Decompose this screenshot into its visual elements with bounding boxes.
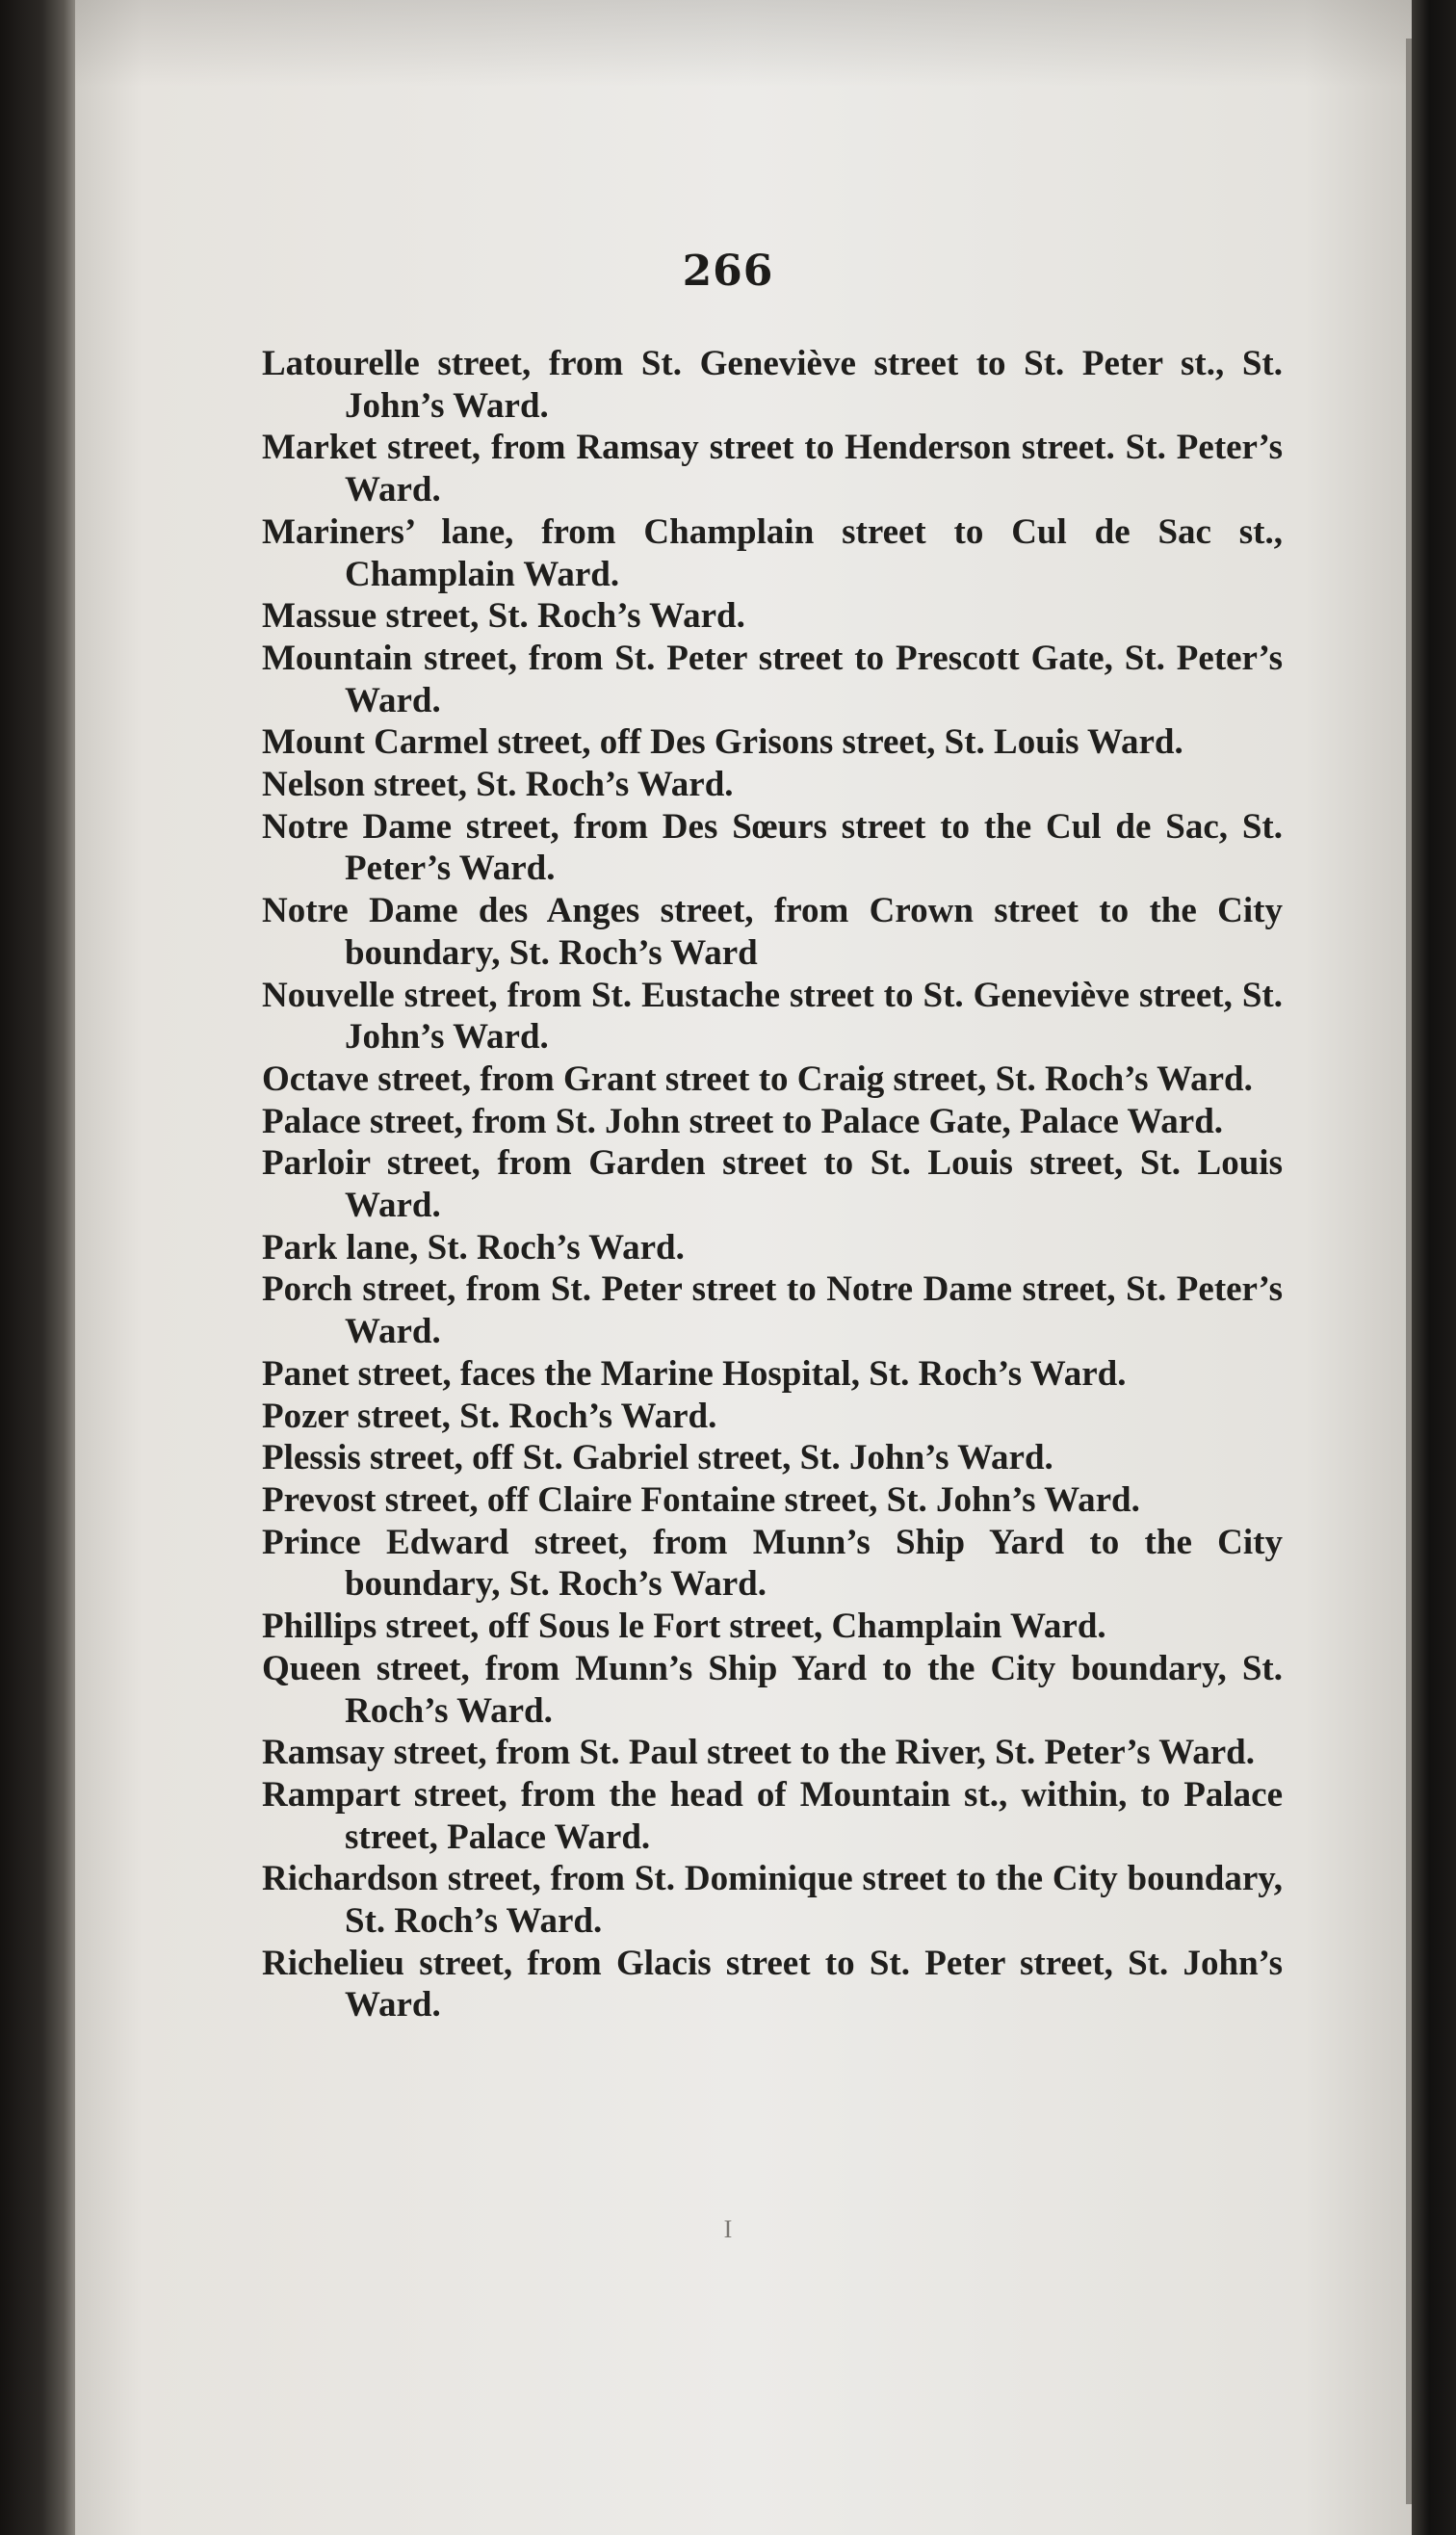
page-shadow	[75, 0, 1412, 87]
directory-entry: Massue street, St. Roch’s Ward.	[262, 596, 745, 637]
directory-entry: Mountain street, from St. Peter street to Prescott Gate, St. Peter’s Ward.	[262, 638, 1283, 720]
directory-entry: Parloir street, from Garden street to St. Louis street, St. Louis Ward.	[262, 1143, 1283, 1226]
directory-entry: Latourelle street, from St. Geneviève street to St. Peter st., St. John’s Ward.	[262, 344, 1283, 426]
directory-entry: Mount Carmel street, off Des Grisons street, St. Louis Ward.	[262, 722, 1183, 763]
directory-entry: Plessis street, off St. Gabriel street, St. John’s Ward.	[262, 1438, 1053, 1478]
directory-entry: Porch street, from St. Peter street to Notre Dame street, St. Peter’s Ward.	[262, 1269, 1283, 1352]
directory-entry: Notre Dame des Anges street, from Crown street to the City boundary, St. Roch’s Ward	[262, 891, 1283, 973]
directory-entry: Nouvelle street, from St. Eustache street to St. Geneviève street, St. John’s Ward.	[262, 975, 1283, 1058]
directory-entry: Mariners’ lane, from Champlain street to Cul de Sac st., Champlain Ward.	[262, 511, 1283, 594]
directory-entry: Panet street, faces the Marine Hospital, St. Roch’s Ward.	[262, 1353, 1127, 1394]
directory-entry: Park lane, St. Roch’s Ward.	[262, 1227, 685, 1268]
directory-entry: Richardson street, from St. Dominique street to the City boundary, St. Roch’s Ward.	[262, 1859, 1283, 1942]
directory-entry: Market street, from Ramsay street to Henderson street. St. Peter’s Ward.	[262, 428, 1283, 510]
directory-entry: Rampart street, from the head of Mountain st., within, to Palace street, Palace Ward.	[262, 1774, 1283, 1857]
signature-mark: I	[723, 2215, 733, 2243]
directory-entry: Octave street, from Grant street to Craig street, St. Roch’s Ward.	[262, 1058, 1253, 1099]
directory-entry: Richelieu street, from Glacis street to St. Peter street, St. John’s Ward.	[262, 1943, 1283, 2025]
page-number: 266	[682, 247, 774, 296]
directory-entry: Nelson street, St. Roch’s Ward.	[262, 765, 734, 805]
directory-entry: Prince Edward street, from Munn’s Ship Yard to the City boundary, St. Roch’s Ward.	[262, 1522, 1283, 1605]
street-directory-list	[262, 343, 1283, 2026]
next-page-edge	[1412, 0, 1456, 2535]
book-spine	[0, 0, 75, 2535]
directory-entry: Ramsay street, from St. Paul street to the River, St. Peter’s Ward.	[262, 1733, 1255, 1773]
directory-entry: Pozer street, St. Roch’s Ward.	[262, 1396, 717, 1436]
directory-entry: Phillips street, off Sous le Fort street, Champlain Ward.	[262, 1607, 1106, 1647]
directory-entry: Prevost street, off Claire Fontaine street, St. John’s Ward.	[262, 1479, 1140, 1520]
directory-entry: Notre Dame street, from Des Sœurs street to the Cul de Sac, St. Peter’s Ward.	[262, 806, 1283, 889]
directory-entry: Palace street, from St. John street to Palace Gate, Palace Ward.	[262, 1101, 1224, 1141]
directory-entry: Queen street, from Munn’s Ship Yard to the City boundary, St. Roch’s Ward.	[262, 1648, 1283, 1731]
